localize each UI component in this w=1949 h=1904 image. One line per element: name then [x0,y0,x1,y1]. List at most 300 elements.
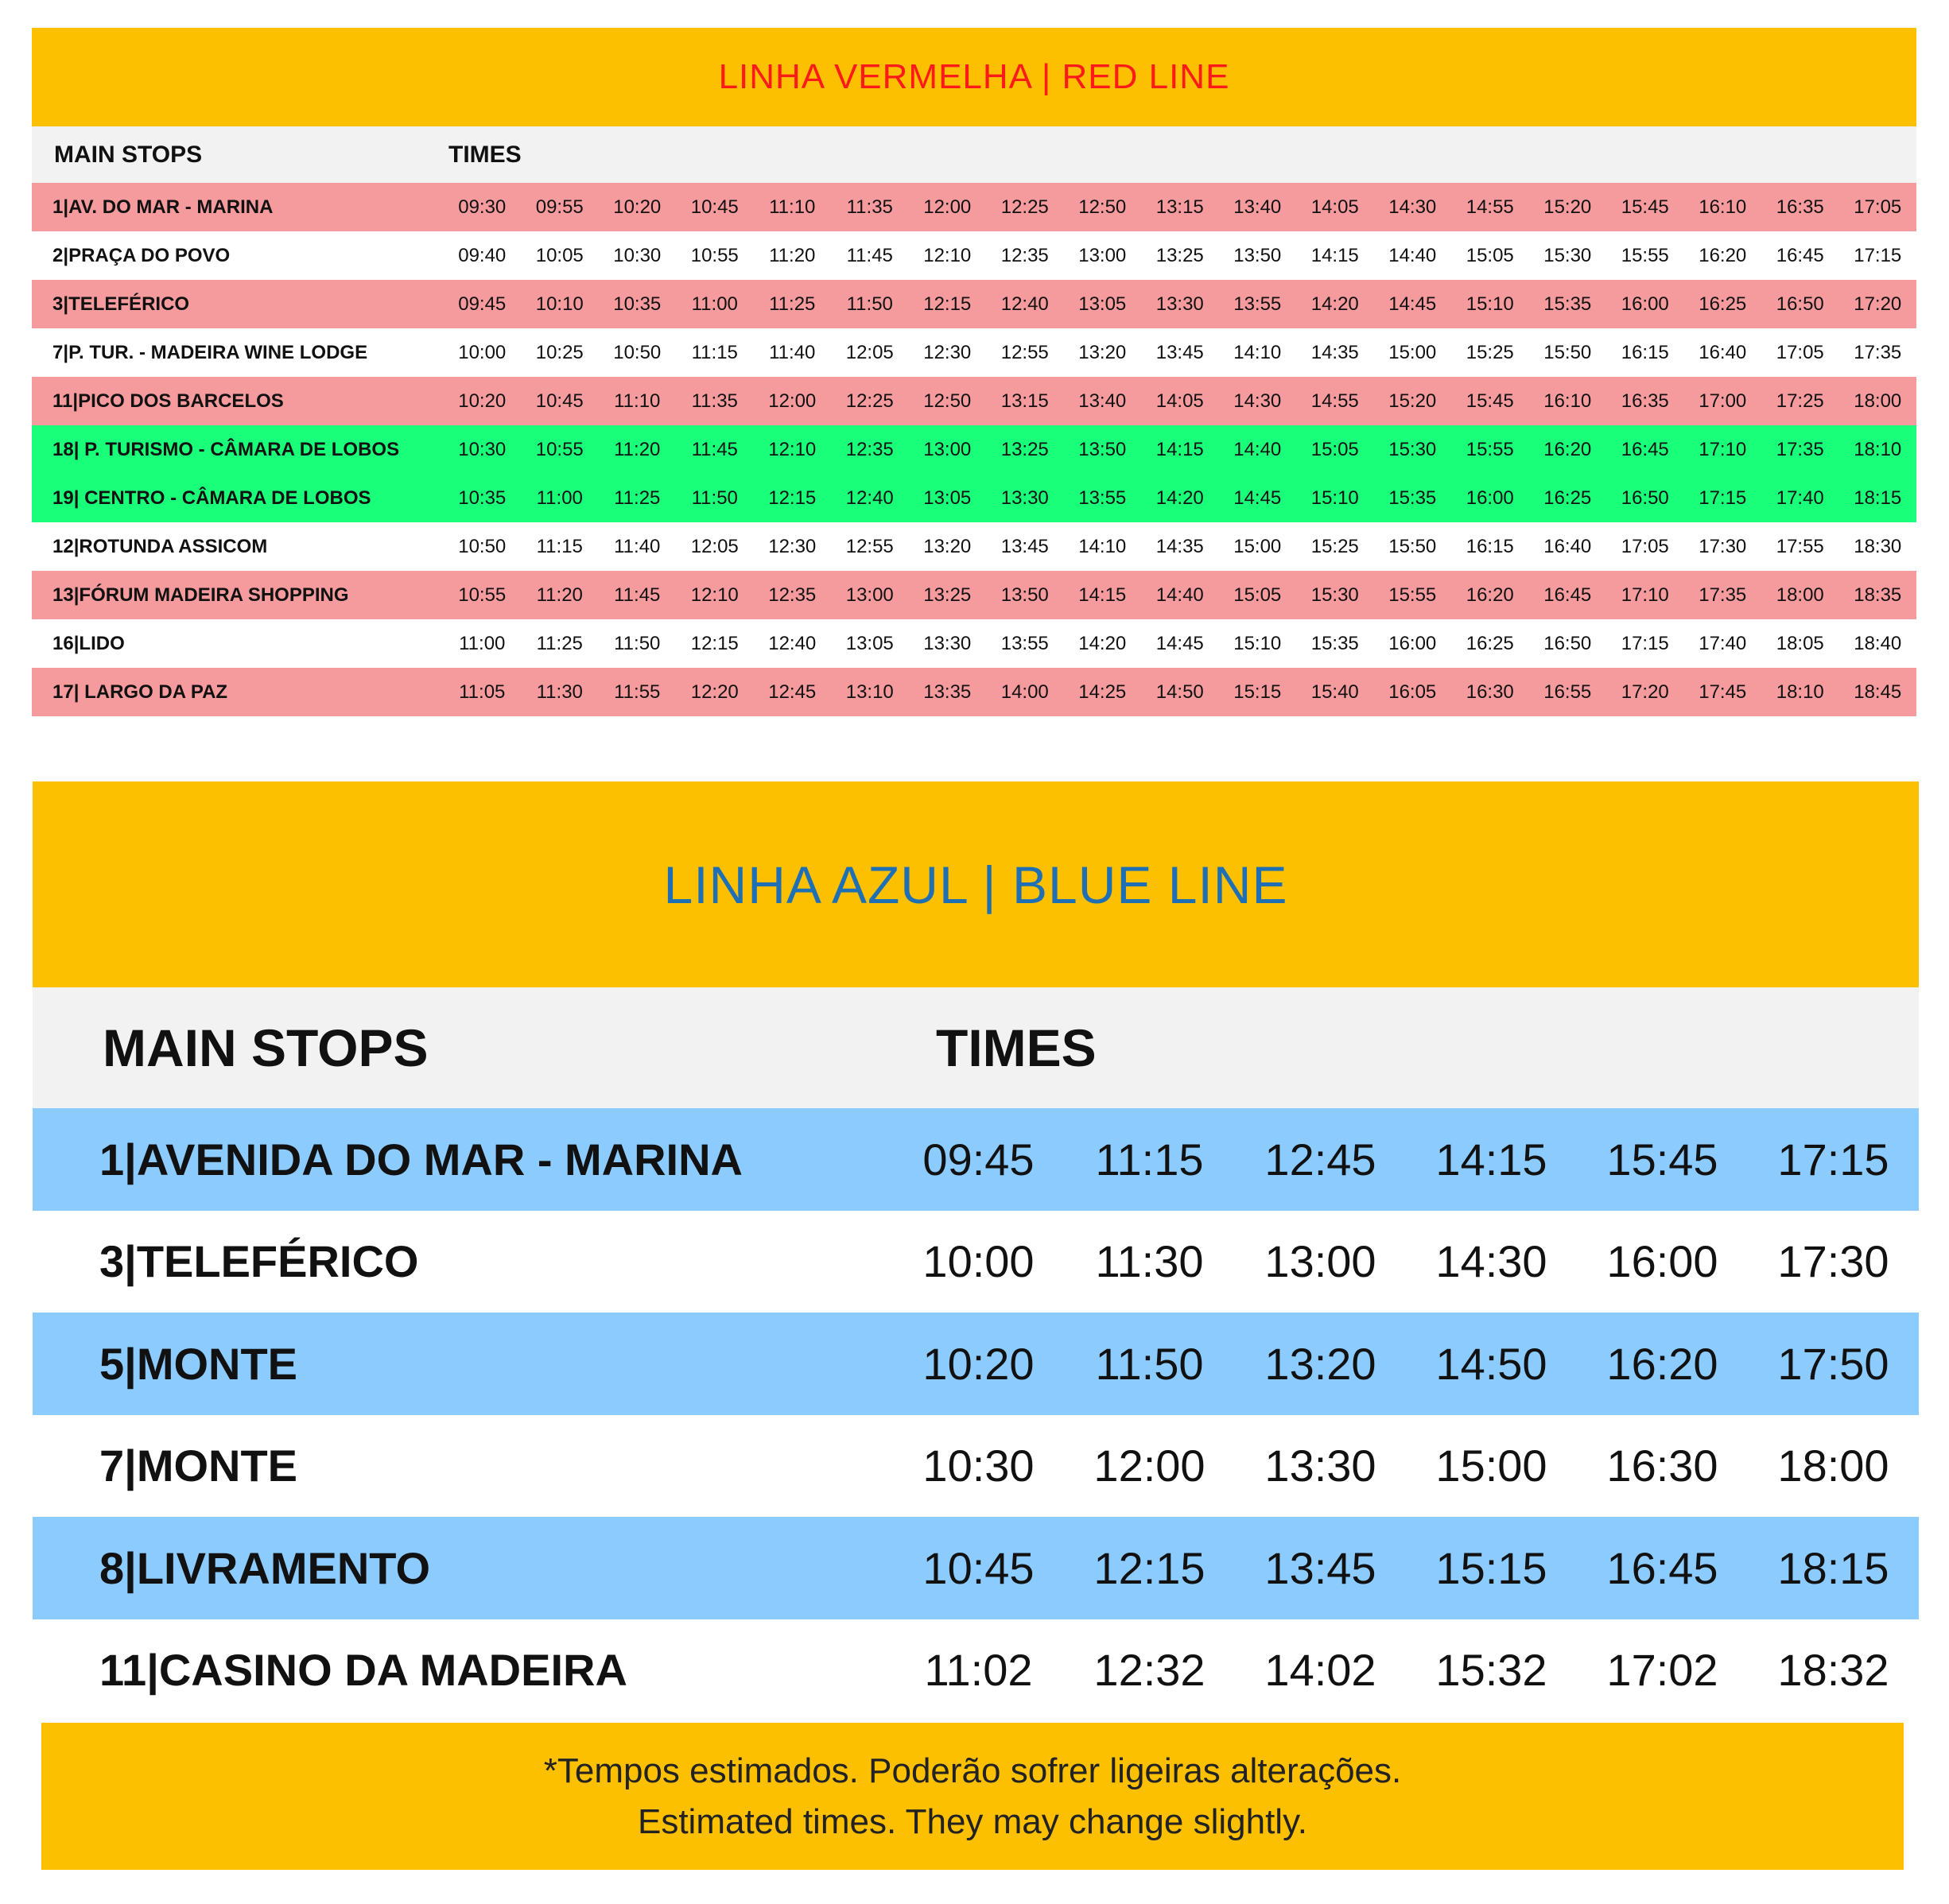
row-times [893,1440,1919,1491]
table-row [32,619,1916,668]
departure-time: 13:20 [923,535,972,557]
departure-time: 16:20 [1466,584,1514,606]
stop-name: 12|ROTUNDA ASSICOM [52,535,268,557]
departure-time: 14:30 [1388,196,1437,218]
departure-time: 09:40 [458,244,507,266]
departure-time: 14:45 [1233,487,1282,509]
departure-time: 12:15 [1093,1542,1206,1593]
departure-time: 16:50 [1776,293,1824,315]
departure-time: 16:25 [1699,293,1747,315]
table-row [32,231,1916,280]
departure-time: 14:40 [1388,244,1437,266]
departure-time: 14:55 [1466,196,1514,218]
departure-time: 15:25 [1310,535,1359,557]
departure-time: 09:45 [458,293,507,315]
red-line-table [32,28,1916,716]
estimated-times-note [41,1723,1904,1870]
departure-time: 13:30 [1264,1441,1376,1491]
stop-name: 11|CASINO DA MADEIRA [99,1645,627,1696]
departure-time: 15:10 [1310,487,1359,509]
departure-time: 14:20 [1078,632,1127,654]
departure-time: 12:15 [768,487,817,509]
row-times [893,1644,1919,1696]
departure-time: 11:30 [536,681,583,703]
departure-time: 12:35 [845,438,894,460]
departure-time: 15:25 [1466,341,1514,363]
departure-time: 14:30 [1435,1236,1547,1287]
blue-line-header-row [33,987,1919,1108]
departure-time: 11:02 [924,1645,1033,1696]
departure-time: 10:45 [690,196,739,218]
row-times [444,487,1917,510]
departure-time: 13:50 [1233,244,1282,266]
stop-name: 19| CENTRO - CÂMARA DE LOBOS [52,487,371,509]
departure-time: 11:00 [459,632,506,654]
departure-time: 15:20 [1543,196,1592,218]
departure-time: 12:45 [768,681,817,703]
departure-time: 17:20 [1621,681,1669,703]
departure-time: 16:20 [1606,1338,1718,1389]
stop-name: 3|TELEFÉRICO [99,1236,419,1287]
departure-time: 11:00 [691,293,738,315]
departure-time: 13:05 [845,632,894,654]
departure-time: 14:50 [1155,681,1204,703]
departure-time: 12:10 [923,244,972,266]
departure-time: 13:55 [1000,632,1049,654]
departure-time: 10:50 [613,341,662,363]
departure-time: 18:30 [1854,535,1902,557]
departure-time: 17:40 [1776,487,1824,509]
departure-time: 15:15 [1233,681,1282,703]
departure-time: 12:40 [1000,293,1049,315]
departure-time: 13:20 [1078,341,1127,363]
stop-name: 8|LIVRAMENTO [99,1542,431,1593]
departure-time: 15:55 [1621,244,1669,266]
departure-time: 13:50 [1000,584,1049,606]
departure-time: 13:50 [1078,438,1127,460]
departure-time: 11:10 [769,196,816,218]
departure-time: 15:05 [1310,438,1359,460]
departure-time: 16:25 [1466,632,1514,654]
departure-time: 12:10 [690,584,739,606]
departure-time: 12:45 [1264,1134,1376,1185]
table-row [32,668,1916,716]
departure-time: 11:25 [614,487,661,509]
departure-time: 17:30 [1777,1236,1889,1287]
departure-time: 10:30 [458,438,507,460]
row-times [444,245,1917,267]
departure-time: 13:00 [923,438,972,460]
departure-time: 14:15 [1155,438,1204,460]
departure-time: 12:35 [768,584,817,606]
departure-time: 16:50 [1543,632,1592,654]
departure-time: 11:50 [846,293,893,315]
departure-time: 16:40 [1543,535,1592,557]
departure-time: 10:30 [613,244,662,266]
departure-time: 11:05 [459,681,506,703]
departure-time: 18:05 [1776,632,1824,654]
departure-time: 10:50 [458,535,507,557]
departure-time: 11:55 [614,681,661,703]
departure-time: 16:30 [1466,681,1514,703]
departure-time: 14:30 [1233,390,1282,412]
departure-time: 11:20 [536,584,583,606]
departure-time: 16:45 [1606,1542,1718,1593]
departure-time: 12:30 [923,341,972,363]
departure-time: 11:30 [1095,1236,1204,1287]
departure-time: 11:45 [614,584,661,606]
departure-time: 13:25 [1000,438,1049,460]
departure-time: 13:45 [1000,535,1049,557]
departure-time: 14:05 [1155,390,1204,412]
departure-time: 14:45 [1155,632,1204,654]
departure-time: 16:20 [1543,438,1592,460]
departure-time: 14:15 [1310,244,1359,266]
table-row [32,522,1916,571]
table-row [33,1517,1919,1619]
table-row [32,425,1916,474]
departure-time: 18:35 [1854,584,1902,606]
departure-time: 12:40 [845,487,894,509]
departure-time: 15:35 [1543,293,1592,315]
departure-time: 14:00 [1000,681,1049,703]
departure-time: 16:50 [1621,487,1669,509]
departure-time: 17:35 [1776,438,1824,460]
departure-time: 16:45 [1621,438,1669,460]
departure-time: 18:40 [1854,632,1902,654]
departure-time: 16:40 [1699,341,1747,363]
departure-time: 10:05 [535,244,584,266]
departure-time: 17:15 [1854,244,1902,266]
departure-time: 09:55 [535,196,584,218]
departure-time: 18:15 [1777,1542,1889,1593]
departure-time: 17:02 [1606,1645,1718,1696]
departure-time: 14:35 [1310,341,1359,363]
times-header: TIMES [448,141,522,168]
departure-time: 17:20 [1854,293,1902,315]
departure-time: 11:10 [614,390,661,412]
departure-time: 16:55 [1543,681,1592,703]
departure-time: 17:50 [1777,1338,1889,1389]
departure-time: 17:05 [1776,341,1824,363]
departure-time: 11:25 [769,293,816,315]
departure-time: 14:25 [1078,681,1127,703]
row-times [444,390,1917,413]
table-row [32,377,1916,425]
departure-time: 14:20 [1155,487,1204,509]
departure-time: 14:05 [1310,196,1359,218]
stop-name: 3|TELEFÉRICO [52,293,190,315]
departure-time: 16:10 [1543,390,1592,412]
departure-time: 11:15 [1095,1134,1204,1185]
departure-time: 12:05 [845,341,894,363]
departure-time: 10:20 [922,1338,1035,1389]
departure-time: 13:00 [1264,1236,1376,1287]
stop-name: 7|P. TUR. - MADEIRA WINE LODGE [52,341,368,363]
departure-time: 15:35 [1310,632,1359,654]
departure-time: 10:55 [690,244,739,266]
departure-time: 18:32 [1777,1645,1889,1696]
departure-time: 12:55 [1000,341,1049,363]
departure-time: 14:02 [1264,1645,1376,1696]
departure-time: 15:30 [1310,584,1359,606]
departure-time: 15:05 [1233,584,1282,606]
departure-time: 12:00 [768,390,817,412]
departure-time: 13:05 [1078,293,1127,315]
departure-time: 13:20 [1264,1338,1376,1389]
departure-time: 15:10 [1466,293,1514,315]
blue-line-table [33,781,1919,1721]
departure-time: 15:00 [1388,341,1437,363]
departure-time: 10:30 [922,1441,1035,1491]
red-line-header-row [32,126,1916,183]
table-row [33,1108,1919,1211]
departure-time: 11:45 [691,438,738,460]
departure-time: 17:25 [1776,390,1824,412]
table-row [33,1211,1919,1313]
departure-time: 12:25 [1000,196,1049,218]
departure-time: 12:55 [845,535,894,557]
row-times [444,681,1917,704]
row-times [444,633,1917,655]
stop-name: 16|LIDO [52,632,125,654]
departure-time: 13:30 [1155,293,1204,315]
departure-time: 15:00 [1435,1441,1547,1491]
departure-time: 14:35 [1155,535,1204,557]
departure-time: 17:55 [1776,535,1824,557]
departure-time: 15:10 [1233,632,1282,654]
departure-time: 17:40 [1699,632,1747,654]
departure-time: 13:15 [1000,390,1049,412]
departure-time: 12:05 [690,535,739,557]
departure-time: 10:45 [922,1542,1035,1593]
departure-time: 13:40 [1078,390,1127,412]
departure-time: 10:10 [535,293,584,315]
departure-time: 16:20 [1699,244,1747,266]
departure-time: 10:20 [613,196,662,218]
departure-time: 18:00 [1776,584,1824,606]
departure-time: 15:50 [1543,341,1592,363]
departure-time: 16:25 [1543,487,1592,509]
departure-time: 16:10 [1699,196,1747,218]
departure-time: 16:15 [1466,535,1514,557]
departure-time: 11:40 [769,341,816,363]
departure-time: 13:30 [923,632,972,654]
row-times [893,1542,1919,1594]
departure-time: 14:50 [1435,1338,1547,1389]
row-times [444,439,1917,461]
departure-time: 16:35 [1776,196,1824,218]
departure-time: 15:32 [1435,1645,1547,1696]
departure-time: 12:00 [1093,1441,1206,1491]
departure-time: 16:00 [1466,487,1514,509]
departure-time: 11:50 [1095,1338,1204,1389]
departure-time: 16:00 [1606,1236,1718,1287]
stop-name: 2|PRAÇA DO POVO [52,244,231,266]
departure-time: 13:30 [1000,487,1049,509]
departure-time: 14:10 [1233,341,1282,363]
departure-time: 12:32 [1093,1645,1206,1696]
departure-time: 13:00 [845,584,894,606]
row-times [893,1338,1919,1390]
departure-time: 15:50 [1388,535,1437,557]
departure-time: 16:05 [1388,681,1437,703]
stop-name: 17| LARGO DA PAZ [52,681,228,703]
departure-time: 17:30 [1699,535,1747,557]
departure-time: 18:00 [1777,1441,1889,1491]
main-stops-header: MAIN STOPS [54,141,203,168]
row-times [444,536,1917,558]
departure-time: 10:00 [458,341,507,363]
departure-time: 18:10 [1854,438,1902,460]
departure-time: 10:35 [458,487,507,509]
departure-time: 13:55 [1078,487,1127,509]
departure-time: 09:45 [922,1134,1035,1185]
stop-name: 18| P. TURISMO - CÂMARA DE LOBOS [52,438,400,460]
departure-time: 15:55 [1466,438,1514,460]
departure-time: 11:40 [614,535,661,557]
departure-time: 10:00 [922,1236,1035,1287]
stop-name: 13|FÓRUM MADEIRA SHOPPING [52,584,349,606]
departure-time: 15:30 [1543,244,1592,266]
departure-time: 15:40 [1310,681,1359,703]
main-stops-header: MAIN STOPS [103,1018,429,1077]
table-row [32,474,1916,522]
departure-time: 12:20 [690,681,739,703]
departure-time: 12:30 [768,535,817,557]
departure-time: 10:20 [458,390,507,412]
departure-time: 13:35 [923,681,972,703]
departure-time: 17:15 [1699,487,1747,509]
departure-time: 12:15 [923,293,972,315]
departure-time: 13:55 [1233,293,1282,315]
departure-time: 10:55 [458,584,507,606]
table-row [32,328,1916,377]
departure-time: 14:55 [1310,390,1359,412]
departure-time: 15:45 [1606,1134,1718,1185]
row-times [444,196,1917,219]
departure-time: 12:00 [923,196,972,218]
departure-time: 13:10 [845,681,894,703]
departure-time: 15:35 [1388,487,1437,509]
departure-time: 15:20 [1388,390,1437,412]
departure-time: 15:05 [1466,244,1514,266]
departure-time: 15:55 [1388,584,1437,606]
departure-time: 16:15 [1621,341,1669,363]
stop-name: 1|AVENIDA DO MAR - MARINA [99,1134,743,1185]
departure-time: 10:55 [535,438,584,460]
departure-time: 10:45 [535,390,584,412]
departure-time: 15:15 [1435,1542,1547,1593]
note-line-pt: *Tempos estimados. Poderão sofrer ligeiras alterações. [543,1751,1402,1790]
departure-time: 16:00 [1388,632,1437,654]
departure-time: 18:15 [1854,487,1902,509]
departure-time: 11:50 [614,632,661,654]
departure-time: 12:35 [1000,244,1049,266]
departure-time: 16:35 [1621,390,1669,412]
departure-time: 12:40 [768,632,817,654]
stop-name: 5|MONTE [99,1338,298,1389]
table-row [32,280,1916,328]
departure-time: 12:25 [845,390,894,412]
blue-line-rows [33,1108,1919,1721]
departure-time: 11:20 [614,438,661,460]
row-times [444,293,1917,316]
departure-time: 14:40 [1155,584,1204,606]
departure-time: 17:15 [1621,632,1669,654]
table-row [32,571,1916,619]
departure-time: 16:00 [1621,293,1669,315]
departure-time: 09:30 [458,196,507,218]
departure-time: 14:45 [1388,293,1437,315]
departure-time: 12:50 [923,390,972,412]
departure-time: 17:15 [1777,1134,1889,1185]
departure-time: 11:50 [691,487,738,509]
blue-line-title: LINHA AZUL | BLUE LINE [33,781,1919,987]
departure-time: 11:20 [769,244,816,266]
departure-time: 14:20 [1310,293,1359,315]
table-row [33,1619,1919,1722]
departure-time: 13:00 [1078,244,1127,266]
departure-time: 11:25 [536,632,583,654]
departure-time: 10:25 [535,341,584,363]
departure-time: 13:25 [923,584,972,606]
stop-name: 1|AV. DO MAR - MARINA [52,196,274,218]
departure-time: 17:00 [1699,390,1747,412]
row-times [893,1134,1919,1185]
departure-time: 17:10 [1699,438,1747,460]
departure-time: 11:00 [536,487,583,509]
departure-time: 17:35 [1699,584,1747,606]
departure-time: 16:30 [1606,1441,1718,1491]
departure-time: 17:10 [1621,584,1669,606]
row-times [444,342,1917,364]
departure-time: 18:10 [1776,681,1824,703]
departure-time: 11:35 [691,390,738,412]
departure-time: 13:25 [1155,244,1204,266]
row-times [444,584,1917,607]
departure-time: 15:30 [1388,438,1437,460]
departure-time: 14:15 [1078,584,1127,606]
red-line-rows [32,183,1916,716]
departure-time: 18:00 [1854,390,1902,412]
departure-time: 17:35 [1854,341,1902,363]
departure-time: 12:15 [690,632,739,654]
departure-time: 12:50 [1078,196,1127,218]
departure-time: 11:35 [846,196,893,218]
note-line-en: Estimated times. They may change slightly. [637,1801,1308,1841]
departure-time: 13:05 [923,487,972,509]
departure-time: 15:00 [1233,535,1282,557]
departure-time: 12:10 [768,438,817,460]
departure-time: 16:45 [1543,584,1592,606]
row-times [893,1235,1919,1287]
departure-time: 16:45 [1776,244,1824,266]
stop-name: 11|PICO DOS BARCELOS [52,390,284,412]
departure-time: 15:45 [1621,196,1669,218]
departure-time: 14:40 [1233,438,1282,460]
departure-time: 14:15 [1435,1134,1547,1185]
departure-time: 13:45 [1155,341,1204,363]
departure-time: 11:45 [846,244,893,266]
table-row [33,1415,1919,1518]
departure-time: 13:45 [1264,1542,1376,1593]
departure-time: 10:35 [613,293,662,315]
departure-time: 17:45 [1699,681,1747,703]
departure-time: 17:05 [1854,196,1902,218]
departure-time: 18:45 [1854,681,1902,703]
stop-name: 7|MONTE [99,1441,298,1491]
